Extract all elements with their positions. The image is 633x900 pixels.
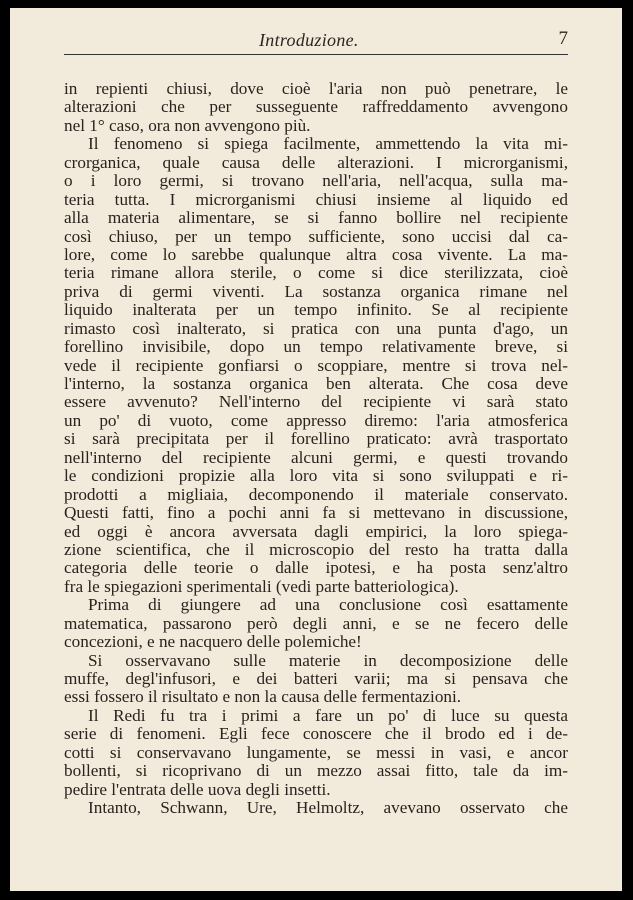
text-line: l'interno, la sostanza organica ben alterata. Che cosa deve: [64, 375, 568, 393]
text-line: priva di germi viventi. La sostanza organica rimane nel: [64, 282, 568, 301]
text-line: liquido inalterata per un tempo infinito. Se al recipiente: [64, 301, 568, 320]
text-line: muffe, degl'infusori, e dei batteri varii; ma si pensava che: [64, 670, 568, 688]
text-line: rimasto così inalterato, si pratica con una punta d'ago, un: [64, 319, 568, 338]
text-line: zione scientifica, che il microscopio del resto ha tratta dalla: [64, 540, 568, 559]
text-line: teria rimane allora sterile, o come si dice sterilizzata, cioè: [64, 264, 568, 283]
text-line: serie di fenomeni. Egli fece conoscere che il brodo ed i de-: [64, 725, 568, 744]
text-line: essere avvenuto? Nell'interno del recipiente vi sarà stato: [64, 393, 568, 412]
text-line: così chiuso, per un tempo sufficiente, sono uccisi dal ca-: [64, 227, 568, 246]
text-line: cotti si conservavano lungamente, se messi in vasi, e ancor: [64, 743, 568, 762]
body-text: [64, 80, 568, 818]
book-page: [10, 8, 622, 891]
text-line: crorganica, quale causa delle alterazioni. I microrganismi,: [64, 153, 568, 172]
text-line: un po' di vuoto, come appresso diremo: l'aria atmosferica: [64, 411, 568, 430]
text-line: vede il recipiente gonfiarsi o scoppiare, mentre si trova nel-: [64, 356, 568, 375]
text-line: alla materia alimentare, se si fanno bollire nel recipiente: [64, 209, 568, 228]
text-line: Prima di giungere ad una conclusione così esattamente: [88, 596, 568, 615]
text-line: Questi fatti, fino a pochi anni fa si mettevano in discussione,: [64, 504, 568, 523]
text-line: concezioni, e ne nacquero delle polemiche!: [64, 633, 362, 652]
text-line: o i loro germi, si trovano nell'aria, nell'acqua, sulla ma-: [64, 172, 568, 191]
page-header: [64, 28, 568, 55]
text-line: teria tutta. I microrganismi chiusi insieme al liquido ed: [64, 190, 568, 209]
text-line: Il fenomeno si spiega facilmente, ammettendo la vita mi-: [88, 135, 568, 154]
page-number: 7: [558, 28, 568, 49]
text-line: alterazioni che per susseguente raffreddamento avvengono: [64, 98, 568, 117]
text-line: Il Redi fu tra i primi a fare un po' di luce su questa: [88, 706, 568, 725]
text-line: in repienti chiusi, dove cioè l'aria non può penetrare, le: [64, 80, 568, 98]
text-line: nell'interno del recipiente alcuni germi, e questi trovando: [64, 448, 568, 467]
text-line: fra le spiegazioni sperimentali (vedi parte batteriologica).: [64, 577, 459, 596]
text-line: categoria delle teorie o dalle ipotesi, e ha posta senz'altro: [64, 559, 568, 578]
text-line: si sarà precipitata per il forellino praticato: avrà trasportato: [64, 430, 568, 449]
text-line: Si osservavano sulle materie in decomposizione delle: [88, 651, 568, 670]
text-line: essi fossero il risultato e non la causa delle fermentazioni.: [64, 688, 462, 707]
text-line: pedire l'entrata delle uova degli insetti.: [64, 780, 331, 799]
text-line: matematica, passarono però degli anni, e se ne fecero delle: [64, 614, 568, 633]
text-line: forellino invisibile, dopo un tempo relativamente breve, si: [64, 338, 568, 357]
text-line: nel 1° caso, ora non avvengono più.: [64, 116, 311, 135]
text-line: le condizioni propizie alla loro vita si sono sviluppati e ri-: [64, 467, 568, 486]
text-line: prodotti a migliaia, decomponendo il materiale conservato.: [64, 485, 568, 504]
text-line: lore, come lo sarebbe qualunque altra cosa vivente. La ma-: [64, 245, 568, 264]
text-line: bollenti, si ricoprivano di un mezzo assai fitto, tale da im-: [64, 762, 568, 781]
text-line: Intanto, Schwann, Ure, Helmoltz, avevano osservato che: [88, 799, 568, 818]
text-line: ed oggi è ancora avversata dagli empirici, la loro spiega-: [64, 522, 568, 541]
running-title: Introduzione.: [259, 30, 359, 50]
